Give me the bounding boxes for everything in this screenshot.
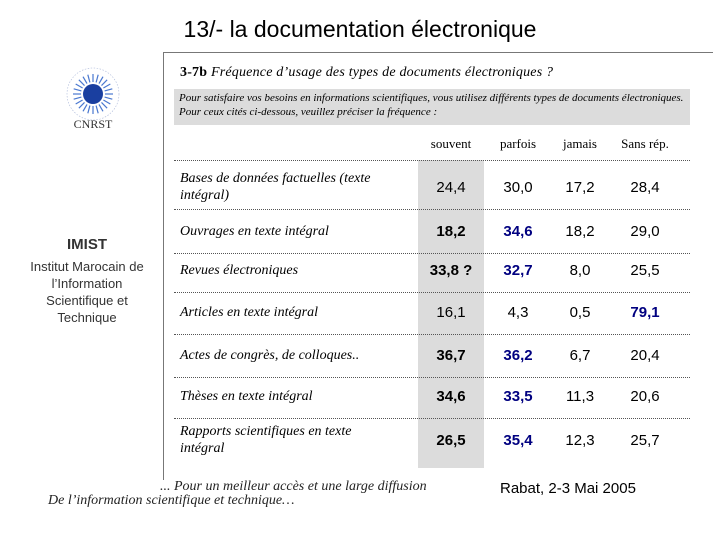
table-cell: 12,3 <box>565 431 595 449</box>
table-row <box>174 333 690 377</box>
row-label: Ouvrages en texte intégral <box>180 223 329 239</box>
table-cell: 4,3 <box>507 303 529 321</box>
column-header: parfois <box>499 136 537 151</box>
table-cell: 18,2 <box>565 222 595 240</box>
table-cell: 25,7 <box>630 431 660 449</box>
header-rule <box>174 160 690 161</box>
table-cell: 6,7 <box>569 346 591 364</box>
table-cell: 32,7 <box>503 261 533 279</box>
institution-full-name: Institut Marocain de l’Information Scientifique et Technique <box>30 259 144 325</box>
question-heading <box>180 65 553 81</box>
row-label: Thèses en texte intégral <box>180 388 313 404</box>
question-intro: Pour satisfaire vos besoins en informations scientifiques, vous utilisez différents types de documents électroniques. Pour ceux cités ci-dessous, veuillez préciser la fréquence : <box>174 89 690 125</box>
table-cell: 24,4 <box>436 178 466 196</box>
left-divider <box>163 52 164 480</box>
table-cell: 17,2 <box>565 178 595 196</box>
table-cell: 29,0 <box>630 222 660 240</box>
row-label: Rapports scientifiques en texte intégral <box>180 424 352 456</box>
table-cell: 33,5 <box>503 387 533 405</box>
column-header: souvent <box>430 136 472 151</box>
table-row <box>174 418 690 462</box>
table-cell: 33,8 ? <box>429 261 473 279</box>
table-cell: 0,5 <box>569 303 591 321</box>
footer-line-1: ... Pour un meilleur accès et une large diffusion <box>160 479 427 494</box>
table-row <box>174 374 690 418</box>
table-cell: 20,4 <box>630 346 660 364</box>
table-cell: 79,1 <box>630 303 660 321</box>
table-cell: 16,1 <box>436 303 466 321</box>
table-row <box>174 209 690 253</box>
row-label: Articles en texte intégral <box>180 304 319 320</box>
row-label: Actes de congrès, de colloques.. <box>180 347 360 363</box>
table-cell: 28,4 <box>630 178 660 196</box>
top-divider <box>163 52 713 53</box>
table-cell: 25,5 <box>630 261 660 279</box>
institution-name: IMIST <box>67 236 107 253</box>
row-label: Bases de données factuelles (texte intégral) <box>180 171 371 203</box>
column-header: Sans rép. <box>621 136 669 151</box>
question-number: 3-7b <box>180 65 208 80</box>
row-label: Revues électroniques <box>180 262 299 278</box>
table-cell: 20,6 <box>630 387 660 405</box>
table-cell: 18,2 <box>436 222 466 240</box>
table-cell: 34,6 <box>436 387 466 405</box>
question-text: Fréquence d’usage des types de documents électroniques ? <box>210 65 554 80</box>
page-title: 13/- la documentation électronique <box>183 16 537 42</box>
table-cell: 30,0 <box>503 178 533 196</box>
table-cell: 11,3 <box>565 387 595 405</box>
event-date: Rabat, 2-3 Mai 2005 <box>500 480 636 497</box>
table-cell: 35,4 <box>503 431 533 449</box>
table-cell: 36,7 <box>436 346 466 364</box>
table-cell: 34,6 <box>503 222 533 240</box>
column-header: jamais <box>563 136 597 151</box>
footer-line-2: De l’information scientifique et technique… <box>48 493 295 508</box>
table-cell: 36,2 <box>503 346 533 364</box>
table-row <box>174 290 690 334</box>
table-row <box>174 165 690 209</box>
table-row <box>174 248 690 292</box>
table-cell: 26,5 <box>436 431 466 449</box>
table-cell: 8,0 <box>569 261 591 279</box>
cnrst-label: CNRST <box>73 117 113 131</box>
footer-slogan <box>48 480 488 508</box>
